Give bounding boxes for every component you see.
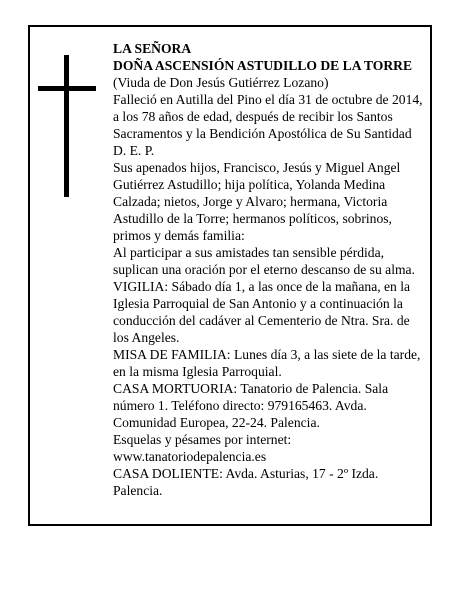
- prayer-request: Al participar a sus amistades tan sensible pérdida, suplican una oración por el eterno descanso de su alma.: [113, 245, 415, 277]
- death-notice: Falleció en Autilla del Pino el día 31 de octubre de 2014, a los 78 años de edad, después de recibir los Santos Sacramentos y la Bendición Apostólica de Su Santidad: [113, 92, 423, 141]
- family-mass-info: MISA DE FAMILIA: Lunes día 3, a las siete de la tarde, en la misma Iglesia Parroquial.: [113, 347, 421, 379]
- rip-text: D. E. P.: [113, 143, 155, 158]
- widow-note: (Viuda de Don Jesús Gutiérrez Lozano): [113, 75, 329, 90]
- mourning-house-info: CASA DOLIENTE: Avda. Asturias, 17 - 2º Izda. Palencia.: [113, 466, 379, 498]
- website-link[interactable]: www.tanatoriodepalencia.es: [113, 449, 267, 464]
- family-list: Sus apenados hijos, Francisco, Jesús y Miguel Angel Gutiérrez Astudillo; hija política, Yolanda Medina Calzada; nietos, Jorge y Alvaro; hermana, Victoria Astudillo de la Torre; hermanos políticos, sobrinos, primos y demás familia:: [113, 160, 401, 243]
- funeral-home-info: CASA MORTUORIA: Tanatorio de Palencia. Sala número 1. Teléfono directo: 979165463. Avda. Comunidad Europea, 22-24. Palencia.: [113, 381, 389, 430]
- cross-icon-vertical: [64, 55, 69, 197]
- cross-icon-horizontal: [38, 86, 96, 91]
- vigil-info: VIGILIA: Sábado día 1, a las once de la mañana, en la Iglesia Parroquial de San Antonio y a continuación la conducción del cadáver al Cementerio de Ntra. Sra. de los Angeles.: [113, 279, 411, 345]
- condolences-text: Esquelas y pésames por internet:: [113, 432, 292, 447]
- deceased-name: DOÑA ASCENSIÓN ASTUDILLO DE LA TORRE: [113, 58, 413, 73]
- obituary-content: [113, 40, 423, 499]
- title-line: LA SEÑORA: [113, 41, 192, 56]
